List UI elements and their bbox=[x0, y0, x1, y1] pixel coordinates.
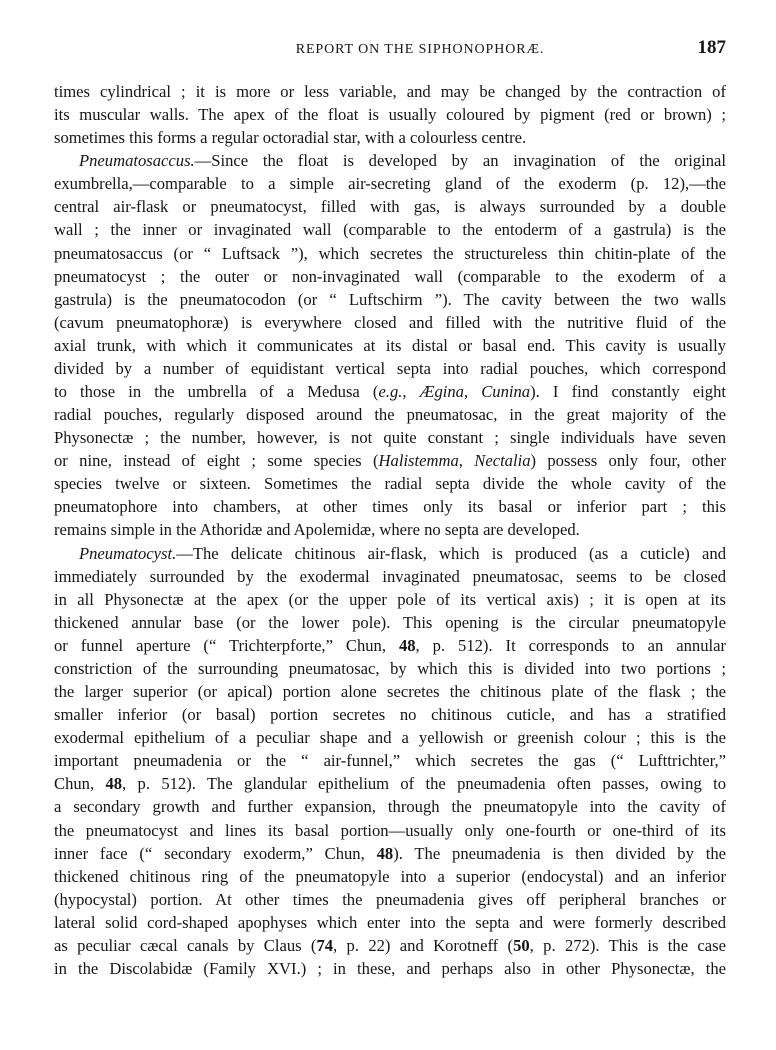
text-line: in the Discolabidæ (Family XVI.) ; in these, and perhaps also in other Physonectæ, the bbox=[54, 958, 726, 978]
text-line: thickened chitinous ring of the pneumatopyle into a superior (endocystal) and an inferior bbox=[54, 866, 726, 886]
italic-genus-halistemma: Halistemma bbox=[378, 451, 459, 471]
text-line: smaller inferior (or basal) portion secretes no chitinous cuticle, and has a stratified bbox=[54, 705, 726, 725]
text-line: axial trunk, with which it communicates at its distal or basal end. This cavity is usually bbox=[54, 335, 726, 355]
text-line: constriction of the surrounding pneumatosac, by which this is divided into two portions ; bbox=[54, 658, 726, 678]
text-line: central air-flask or pneumatocyst, filled with gas, is always surrounded by a double bbox=[54, 197, 726, 217]
text-line: the pneumatocyst and lines its basal portion—usually only one-fourth or one-third of its bbox=[54, 820, 726, 840]
text-span: to those in the umbrella of a Medusa ( bbox=[54, 382, 379, 402]
text-span: , p. 512). It corresponds to an annular bbox=[415, 635, 726, 655]
page-header bbox=[54, 36, 726, 66]
text-line: a secondary growth and further expansion, through the pneumatopyle into the cavity of bbox=[54, 797, 726, 817]
text-span: —Since the float is developed by an invagination of the original bbox=[194, 151, 726, 171]
paragraph-float-apex bbox=[54, 80, 726, 149]
text-span: as peculiar cæcal canals by Claus ( bbox=[54, 935, 317, 955]
paragraph-pneumatocyst bbox=[54, 542, 726, 980]
text-line: exodermal epithelium of a peculiar shape and a yellowish or greenish colour ; this is the bbox=[54, 728, 726, 748]
text-line: pneumatophore into chambers, at other times only its basal or inferior part ; this bbox=[54, 497, 726, 517]
text-span: ). I find constantly eight bbox=[530, 382, 726, 402]
reference-number: 74 bbox=[316, 935, 334, 955]
reference-number: 48 bbox=[376, 843, 394, 863]
text-line bbox=[54, 149, 726, 172]
text-line bbox=[54, 842, 726, 865]
text-span: —The delicate chitinous air-flask, which is produced (as a cuticle) and bbox=[176, 543, 726, 563]
text-line: its muscular walls. The apex of the float is usually coloured by pigment (red or brown) ; bbox=[54, 105, 726, 125]
text-line bbox=[54, 380, 726, 403]
text-line: the larger superior (or apical) portion alone secretes the chitinous plate of the flask ; the bbox=[54, 682, 726, 702]
text-line: important pneumadenia or the “ air-funnel,” which secretes the gas (“ Lufttrichter,” bbox=[54, 751, 726, 771]
text-span: , p. 22) and Korotneff ( bbox=[333, 935, 514, 955]
reference-number: 48 bbox=[105, 774, 123, 794]
text-line: remains simple in the Athoridæ and Apolemidæ, where no septa are developed. bbox=[54, 520, 580, 540]
text-span: , p. 272). This is the case bbox=[529, 935, 726, 955]
text-line bbox=[54, 634, 726, 657]
italic-genus-nectalia: Nectalia bbox=[474, 451, 531, 471]
text-line: Physonectæ ; the number, however, is not quite constant ; single individuals have seven bbox=[54, 428, 726, 448]
text-span: inner face (“ secondary exoderm,” Chun, bbox=[54, 843, 377, 863]
reference-number: 50 bbox=[513, 935, 530, 955]
text-line: times cylindrical ; it is more or less variable, and may be changed by the contraction of bbox=[54, 82, 726, 101]
text-line: exumbrella,—comparable to a simple air-secreting gland of the exoderm (p. 12),—the bbox=[54, 174, 726, 194]
text-line: in all Physonectæ at the apex (or the upper pole of its vertical axis) ; it is open at its bbox=[54, 589, 726, 609]
text-line: pneumatocyst ; the outer or non-invaginated wall (comparable to the exoderm of a bbox=[54, 266, 726, 286]
page-number: 187 bbox=[697, 37, 726, 58]
text-line: (cavum pneumatophoræ) is everywhere closed and filled with the nutritive fluid of the bbox=[54, 312, 726, 332]
text-line: radial pouches, regularly disposed around the pneumatosac, in the great majority of the bbox=[54, 405, 726, 425]
text-line bbox=[54, 772, 726, 795]
text-span: or funnel aperture (“ Trichterpforte,” Chun, bbox=[54, 635, 399, 655]
running-title: REPORT ON THE SIPHONOPHORÆ. bbox=[295, 42, 545, 57]
text-line: species twelve or sixteen. Sometimes the radial septa divide the whole cavity of the bbox=[54, 474, 726, 494]
text-line: sometimes this forms a regular octoradial star, with a colourless centre. bbox=[54, 128, 527, 148]
text-line: immediately surrounded by the exodermal invaginated pneumatosac, seems to be closed bbox=[54, 566, 726, 586]
text-span: , p. 512). The glandular epithelium of the pneumadenia often passes, owing to bbox=[122, 774, 726, 794]
text-line: pneumatosaccus (or “ Luftsack ”), which secretes the structureless thin chitin-plate of the bbox=[54, 243, 726, 263]
text-span: , bbox=[458, 451, 475, 471]
text-line bbox=[54, 934, 726, 957]
text-line bbox=[54, 449, 726, 472]
text-line: gastrula) is the pneumatocodon (or “ Luftschirm ”). The cavity between the two walls bbox=[54, 289, 726, 309]
document-page bbox=[54, 36, 726, 980]
text-line bbox=[54, 542, 726, 565]
paragraph-pneumatosaccus bbox=[54, 149, 726, 541]
section-heading-pneumatocyst: Pneumatocyst. bbox=[79, 543, 177, 563]
text-line: thickened annular base (or the lower pole). This opening is the circular pneumatopyle bbox=[54, 612, 726, 632]
text-span: or nine, instead of eight ; some species ( bbox=[54, 451, 379, 471]
reference-number: 48 bbox=[398, 635, 416, 655]
text-line: wall ; the inner or invaginated wall (comparable to the entoderm of a gastrula) is the bbox=[54, 220, 726, 240]
italic-genus-examples: e.g., Ægina, Cunina bbox=[378, 382, 531, 402]
text-span: Chun, bbox=[54, 774, 106, 794]
text-line: lateral solid cord-shaped apophyses which enter into the septa and were formerly described bbox=[54, 912, 726, 932]
body-text bbox=[54, 80, 726, 980]
text-span: ) possess only four, other bbox=[530, 451, 726, 471]
text-span: ). The pneumadenia is then divided by the bbox=[393, 843, 726, 863]
text-line: divided by a number of equidistant vertical septa into radial pouches, which correspond bbox=[54, 358, 726, 378]
text-line: (hypocystal) portion. At other times the pneumadenia gives off peripheral branches or bbox=[54, 889, 726, 909]
section-heading-pneumatosaccus: Pneumatosaccus. bbox=[79, 151, 195, 171]
